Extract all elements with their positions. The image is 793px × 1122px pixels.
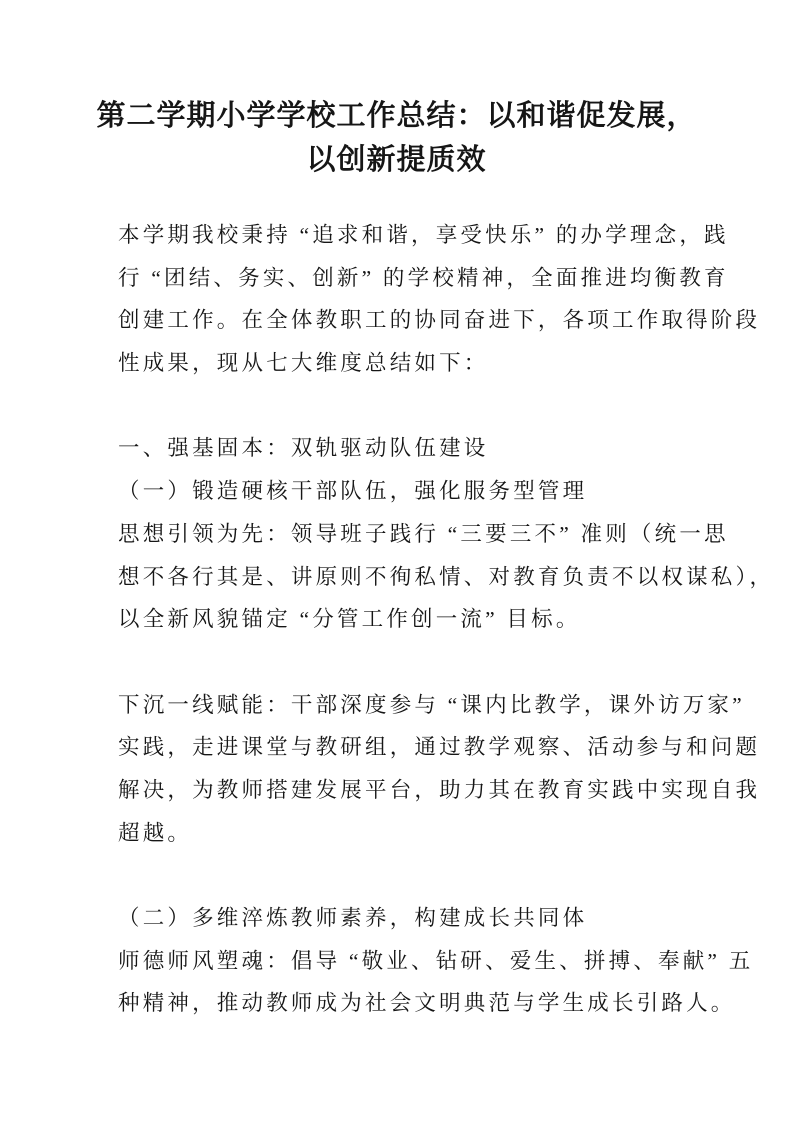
title-line: 第二学期小学学校工作总结：以和谐促发展， (96, 100, 697, 132)
blank-line (118, 854, 773, 897)
text-line: 创建工作。在全体教职工的协同奋进下，各项工作取得阶段 (118, 308, 761, 333)
text-line: 实践，走进课堂与教研组，通过教学观察、活动参与和问题 (118, 735, 761, 760)
text-line: 下沉一线赋能：干部深度参与 “课内比教学，课外访万家” (118, 692, 745, 717)
title-line: 以创新提质效 (306, 144, 487, 176)
text-line: 以全新风貌锚定 “分管工作创一流” 目标。 (118, 607, 581, 632)
text-line: 师德师风塑魂：倡导 “敬业、钻研、爱生、拼搏、奉献” 五 (118, 948, 754, 973)
text-line: 思想引领为先：领导班子践行 “三要三不” 准则（统一思 (118, 521, 729, 546)
text-line: 种精神，推动教师成为社会文明典范与学生成长引路人。 (118, 991, 736, 1016)
blank-line (118, 641, 773, 684)
text-line: 一、强基固本：双轨驱动队伍建设 (118, 436, 489, 461)
document-body (0, 214, 793, 1025)
text-line: 性成果，现从七大维度总结如下： (118, 351, 489, 376)
blank-line (118, 385, 773, 428)
text-line: （一）锻造硬核干部队伍，强化服务型管理 (118, 479, 588, 504)
text-line: （二）多维淬炼教师素养，构建成长共同体 (118, 906, 588, 930)
text-line: 本学期我校秉持 “追求和谐，享受快乐” 的办学理念，践 (118, 223, 729, 247)
text-line: 超越。 (118, 820, 193, 845)
document-title (0, 0, 793, 182)
text-line: 行 “团结、务实、创新” 的学校精神，全面推进均衡教育 (118, 265, 729, 290)
text-line: 想不各行其是、讲原则不徇私情、对教育负责不以权谋私）， (118, 564, 775, 589)
text-line: 解决，为教师搭建发展平台，助力其在教育实践中实现自我 (118, 777, 761, 802)
